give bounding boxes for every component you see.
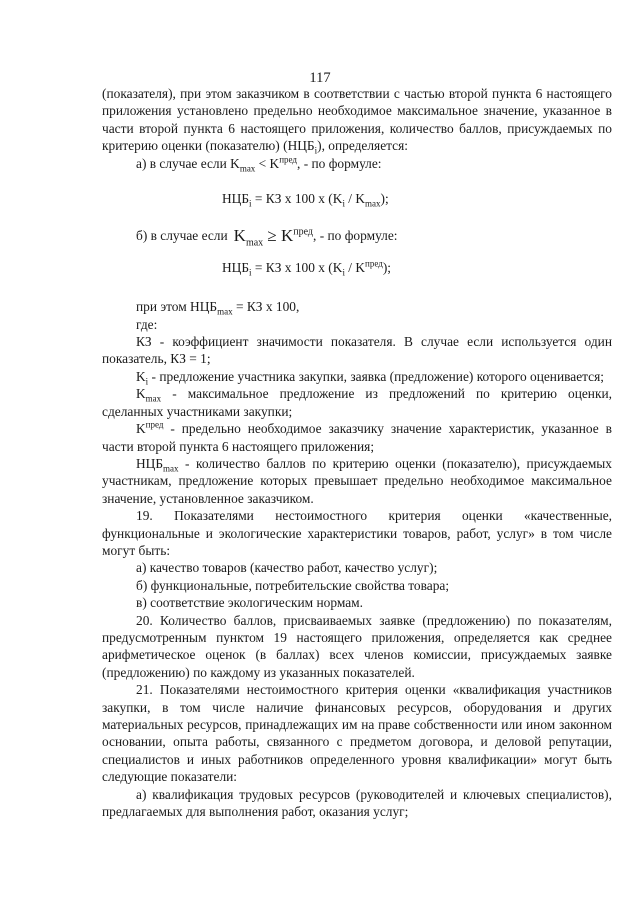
paragraph-20: 20. Количество баллов, присваиваемых заявке (предложению) по показателям, предусмотренным пунктом 19 настоящего приложения, определяется как среднее арифметическое оценок (в баллах) всех членов комиссии, присуждаемых заявке (предложению) по каждому из указанных показателей. <box>102 612 612 680</box>
paragraph-19b: б) функциональные, потребительские свойства товара; <box>136 577 450 593</box>
paragraph-19c: в) соответствие экологическим нормам. <box>136 595 363 611</box>
formula-2: $НЦБ_i$ = КЗ x 100 x $(K_i / K^{пред})$; <box>222 258 392 278</box>
condition-b-formula: $K_{max} \ge K^{пред}$ <box>233 226 314 249</box>
condition-b: б) в случае если $K_{max} \ge K^{пред}$ , - по формуле: <box>136 226 398 249</box>
kz-definition: КЗ - коэффициент значимости показателя. В случае если используется один показатель, КЗ = 1; <box>102 334 612 367</box>
page-number: 117 <box>309 70 331 86</box>
paragraph-19a: а) качество товаров (качество работ, качество услуг); <box>136 560 438 576</box>
paragraph-19: 19. Показателями нестоимостного критерия оценки «качественные, функциональные и экологические характеристики товаров, работ, услуг» в том числе могут быть: <box>102 508 612 558</box>
ncb-definition: $НЦБ_{max}$ - количество баллов по критерию оценки (показателю), присуждаемых участникам, предложение которых превышает предельно необходимое максимальное значение, установленное заказчиком. <box>102 455 612 506</box>
kpred-definition: $K^{пред}$ - предельно необходимое заказчику значение характеристик, указанное в части второй пункта 6 настоящего приложения; <box>102 419 612 454</box>
formula-1: $НЦБ_i$ = КЗ x 100 x $(K_i / K_{max})$; <box>222 191 389 209</box>
condition-a: а) в случае если $K_{max} < K^{пред}$, - по формуле: <box>136 154 382 174</box>
ncb-max-definition: при этом $НЦБ_{max}$ = КЗ x 100, <box>136 299 300 317</box>
document-body <box>102 85 612 820</box>
paragraph-21a: а) квалификация трудовых ресурсов (руководителей и ключевых специалистов), предлагаемых для выполнения работ, оказания услуг; <box>102 786 612 820</box>
ki-definition: $K_i$ - предложение участника закупки, заявка (предложение) которого оценивается; <box>136 368 605 387</box>
paragraph-21: 21. Показателями нестоимостного критерия оценки «квалификация участников закупки, в том числе наличие финансовых ресурсов, оборудования и других материальных ресурсов, принадлежащих им на праве собственности или ином законном основании, опыта работы, связанного с предметом договора, и деловой репутации, специалистов и иных работников определенного уровня квалификации» могут быть следующие показатели: <box>102 682 612 785</box>
kmax-definition: $K_{max}$ - максимальное предложение из предложений по критерию оценки, сделанных участниками закупки; <box>102 386 612 419</box>
where-label: где: <box>136 316 158 332</box>
intro-paragraph: (показателя), при этом заказчиком в соответствии с частью второй пункта 6 настоящего приложения установлено предельно необходимое максимальное значение, указанное в части второй пункта 6 настоящего приложения, количество баллов, присуждаемых по критерию оценки (показателю) $(НЦБ_i)$, определяется: <box>102 86 612 156</box>
